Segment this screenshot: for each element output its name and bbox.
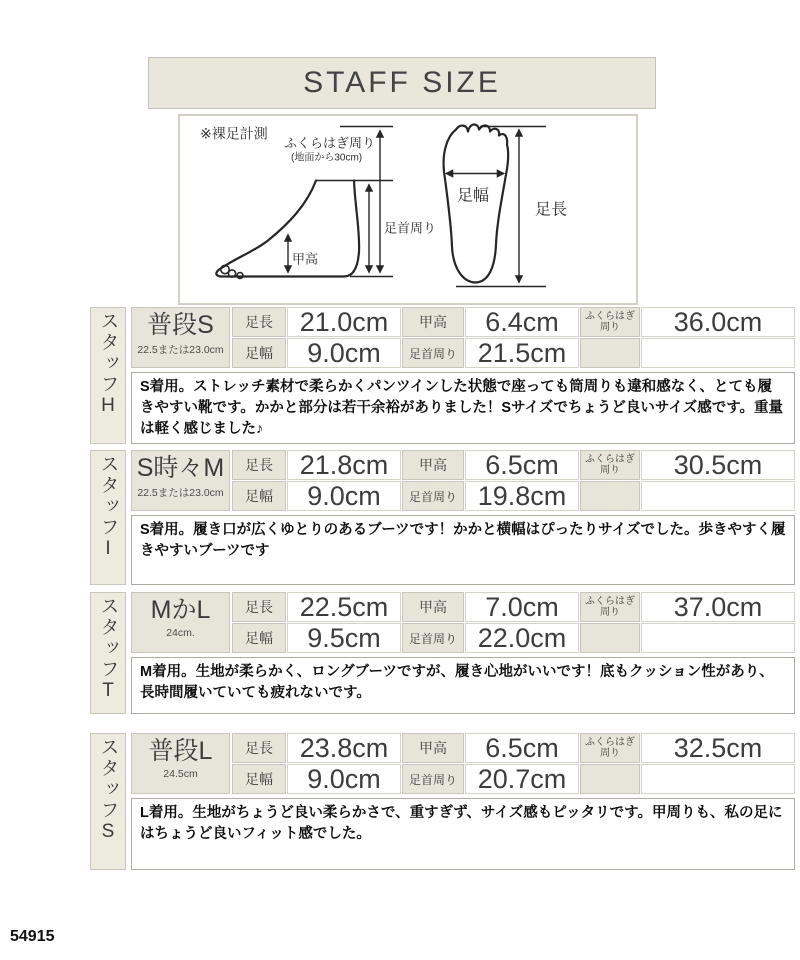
staff-name-label: スタッフH [97, 311, 119, 418]
foot-diagram-svg [180, 116, 636, 303]
value-foot-width: 9.5cm [287, 623, 401, 653]
staff-name-strip [90, 592, 126, 714]
label-foot-width: 足幅 [232, 338, 286, 368]
empty-label-cell [580, 623, 640, 653]
label-foot-length: 足長 [232, 592, 286, 622]
label-calf-girth: ふくらはぎ周り [580, 307, 640, 337]
value-calf-girth: 37.0cm [641, 592, 795, 622]
label-ankle-girth: 足首周り [402, 481, 464, 511]
image-code: 54915 [10, 928, 55, 945]
empty-value-cell [641, 481, 795, 511]
empty-label-cell [580, 481, 640, 511]
staff-size-label: 普段S [147, 311, 214, 339]
foot-length-label: 足長 [535, 201, 568, 219]
value-ankle-girth: 22.0cm [465, 623, 579, 653]
label-foot-length: 足長 [232, 450, 286, 480]
staff-name-strip [90, 733, 126, 870]
empty-value-cell [641, 338, 795, 368]
value-foot-length: 21.8cm [287, 450, 401, 480]
value-ankle-girth: 19.8cm [465, 481, 579, 511]
staff-comment: M着用。生地が柔らかく、ロングブーツですが、履き心地がいいです！底もクッション性があり、長時間履いていても疲れないです。 [131, 657, 795, 714]
staff-size-sub: 24cm. [166, 626, 195, 639]
calf-label: ふくらはぎ周り [284, 135, 376, 151]
staff-name-strip [90, 450, 126, 585]
label-ankle-girth: 足首周り [402, 623, 464, 653]
value-foot-width: 9.0cm [287, 338, 401, 368]
staff-size-cell [131, 450, 230, 511]
label-ankle-girth: 足首周り [402, 764, 464, 794]
staff-comment: S着用。ストレッチ素材で柔らかくパンツインした状態で座っても筒周りも違和感なく、とても履きやすい靴です。かかと部分は若干余裕がありました！Sサイズでちょうど良いサイズ感です。重量は軽く感じました♪ [131, 372, 795, 444]
value-foot-width: 9.0cm [287, 764, 401, 794]
measurement-diagram [178, 114, 638, 305]
value-foot-length: 21.0cm [287, 307, 401, 337]
empty-label-cell [580, 764, 640, 794]
value-instep-height: 7.0cm [465, 592, 579, 622]
instep-label: 甲高 [292, 251, 319, 267]
value-ankle-girth: 21.5cm [465, 338, 579, 368]
barefoot-note: ※裸足計測 [200, 125, 268, 142]
empty-value-cell [641, 623, 795, 653]
staff-size-cell [131, 307, 230, 368]
staff-size-sub: 22.5または23.0cm [137, 343, 224, 356]
staff-size-cell [131, 733, 230, 794]
value-instep-height: 6.5cm [465, 450, 579, 480]
staff-size-sub: 22.5または23.0cm [137, 486, 224, 499]
ankle-label: 足首周り [384, 220, 437, 236]
label-foot-width: 足幅 [232, 623, 286, 653]
empty-label-cell [580, 338, 640, 368]
label-foot-length: 足長 [232, 733, 286, 763]
label-ankle-girth: 足首周り [402, 338, 464, 368]
label-instep-height: 甲高 [402, 307, 464, 337]
staff-comment: L着用。生地がちょうど良い柔らかさで、重すぎず、サイズ感もピッタリです。甲周りも、私の足にはちょうど良いフィット感でした。 [131, 798, 795, 870]
staff-name-label: スタッフI [97, 454, 119, 561]
value-ankle-girth: 20.7cm [465, 764, 579, 794]
staff-size-label: 普段L [148, 737, 213, 765]
foot-width-label: 足幅 [457, 187, 490, 205]
staff-size-label: MかL [150, 596, 211, 624]
value-calf-girth: 30.5cm [641, 450, 795, 480]
label-foot-width: 足幅 [232, 764, 286, 794]
value-instep-height: 6.5cm [465, 733, 579, 763]
value-calf-girth: 32.5cm [641, 733, 795, 763]
label-calf-girth: ふくらはぎ周り [580, 733, 640, 763]
sole-measure-lines [446, 127, 546, 287]
label-instep-height: 甲高 [402, 450, 464, 480]
value-foot-length: 23.8cm [287, 733, 401, 763]
staff-size-cell [131, 592, 230, 653]
label-calf-girth: ふくらはぎ周り [580, 450, 640, 480]
staff-name-strip [90, 307, 126, 444]
staff-name-label: スタッフT [97, 596, 119, 703]
label-calf-girth: ふくらはぎ周り [580, 592, 640, 622]
staff-size-sub: 24.5cm [163, 767, 198, 780]
label-foot-width: 足幅 [232, 481, 286, 511]
value-foot-width: 9.0cm [287, 481, 401, 511]
staff-comment: S着用。履き口が広くゆとりのあるブーツです！かかと横幅はぴったりサイズでした。歩きやすく履きやすいブーツです [131, 515, 795, 585]
staff-name-label: スタッフS [97, 737, 119, 844]
value-foot-length: 22.5cm [287, 592, 401, 622]
value-calf-girth: 36.0cm [641, 307, 795, 337]
label-instep-height: 甲高 [402, 733, 464, 763]
label-instep-height: 甲高 [402, 592, 464, 622]
staff-size-label: S時々M [136, 454, 225, 482]
empty-value-cell [641, 764, 795, 794]
label-foot-length: 足長 [232, 307, 286, 337]
calf-sub-label: (地面から30cm) [291, 152, 363, 164]
value-instep-height: 6.4cm [465, 307, 579, 337]
page-title: STAFF SIZE [148, 57, 656, 109]
